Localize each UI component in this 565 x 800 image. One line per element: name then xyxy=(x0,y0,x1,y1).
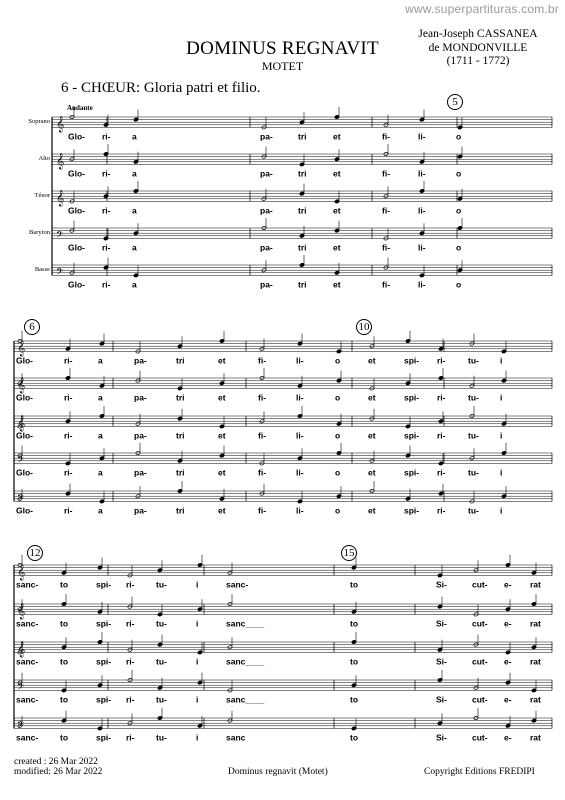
bass-clef-icon: 𝄢 xyxy=(56,266,64,280)
lyric-syllable: a xyxy=(98,505,103,516)
lyric-syllable: et xyxy=(218,467,226,478)
lyric-syllable: to xyxy=(350,656,359,667)
lyric-syllable: spi- xyxy=(96,732,112,743)
lyric-syllable: fi- xyxy=(258,392,267,403)
composer-name: Jean-Joseph CASSANEA xyxy=(418,28,538,40)
lyric-syllable: a xyxy=(132,168,137,179)
measure-number: 6 xyxy=(24,319,40,335)
lyric-syllable: tri xyxy=(298,279,307,290)
lyric-syllable: et xyxy=(368,467,376,478)
score-title: DOMINUS REGNAVIT xyxy=(186,38,379,59)
lyric-syllable: o xyxy=(456,168,462,179)
lyric-syllable: to xyxy=(60,579,69,590)
lyric-syllable: spi- xyxy=(404,430,420,441)
treble-clef-icon: 𝄞 xyxy=(17,415,26,432)
lyric-syllable: tu- xyxy=(468,430,479,441)
treble-clef-icon: 𝄞 xyxy=(56,153,65,170)
treble-clef-icon: 𝄞 xyxy=(17,641,26,658)
lyric-syllable: i xyxy=(500,505,503,516)
site-url: www.superpartituras.com.br xyxy=(405,2,559,16)
lyric-syllable: ri- xyxy=(437,355,446,366)
lyric-syllable: li- xyxy=(418,279,426,290)
lyric-syllable: ri- xyxy=(437,505,446,516)
lyric-syllable: sanc____ xyxy=(226,618,265,629)
lyric-syllable: sanc- xyxy=(226,579,249,590)
treble-clef-icon: 𝄞 xyxy=(17,564,26,581)
lyric-syllable: et xyxy=(218,430,226,441)
lyric-syllable: i xyxy=(196,732,199,743)
lyric-syllable: sanc- xyxy=(16,732,39,743)
lyric-syllable: i xyxy=(196,618,199,629)
lyric-syllable: tri xyxy=(298,168,307,179)
measure-number: 15 xyxy=(341,545,357,561)
lyric-syllable: a xyxy=(98,392,103,403)
lyric-syllable: fi- xyxy=(258,467,267,478)
treble-clef-icon: 𝄞 xyxy=(56,116,65,133)
lyric-syllable: pa- xyxy=(260,168,273,179)
lyric-syllable: pa- xyxy=(260,242,273,253)
lyric-syllable: a xyxy=(132,131,137,142)
voice-name-basse: Basse xyxy=(34,266,50,273)
lyric-syllable: pa- xyxy=(260,131,273,142)
lyric-syllable: tri xyxy=(176,467,185,478)
lyric-syllable: tu- xyxy=(156,694,167,705)
lyric-syllable: fi- xyxy=(382,168,391,179)
lyric-syllable: o xyxy=(456,205,462,216)
piece-name: Dominus regnavit (Motet) xyxy=(228,767,328,777)
lyric-syllable: et xyxy=(333,279,341,290)
lyric-syllable: et xyxy=(333,131,341,142)
lyric-syllable: Glo- xyxy=(16,392,33,403)
lyric-syllable: tri xyxy=(298,131,307,142)
lyric-syllable: to xyxy=(350,732,359,743)
lyric-syllable: Glo- xyxy=(68,205,85,216)
lyric-syllable: et xyxy=(333,168,341,179)
lyric-syllable: sanc- xyxy=(16,694,39,705)
lyric-syllable: a xyxy=(98,467,103,478)
lyric-syllable: o xyxy=(335,392,341,403)
bass-clef-icon: 𝄢 xyxy=(17,681,25,695)
modified-date: modified: 26 Mar 2022 xyxy=(14,767,103,777)
lyric-syllable: ri- xyxy=(437,392,446,403)
voice-name-baryton: Baryton xyxy=(29,229,50,236)
lyric-syllable: ri- xyxy=(437,430,446,441)
lyric-syllable: ri- xyxy=(126,732,135,743)
lyric-syllable: fi- xyxy=(258,505,267,516)
lyric-syllable: spi- xyxy=(96,618,112,629)
lyric-syllable: tri xyxy=(298,205,307,216)
lyric-syllable: o xyxy=(456,242,462,253)
lyric-syllable: sanc- xyxy=(16,656,39,667)
treble-clef-icon: 𝄞 xyxy=(17,377,26,394)
lyric-syllable: Glo- xyxy=(68,131,85,142)
lyric-syllable: tri xyxy=(176,392,185,403)
lyric-syllable: et xyxy=(368,430,376,441)
lyric-syllable: Glo- xyxy=(16,355,33,366)
lyric-syllable: tu- xyxy=(468,467,479,478)
lyric-syllable: et xyxy=(333,205,341,216)
lyric-syllable: fi- xyxy=(258,430,267,441)
lyric-syllable: to xyxy=(60,694,69,705)
lyric-syllable: sanc- xyxy=(16,618,39,629)
lyric-syllable: Glo- xyxy=(68,279,85,290)
lyric-syllable: tu- xyxy=(468,355,479,366)
lyric-syllable: sanc____ xyxy=(226,656,265,667)
lyric-syllable: li- xyxy=(296,505,304,516)
lyric-syllable: ri- xyxy=(102,205,111,216)
voice-name-alto: Alto xyxy=(38,155,50,162)
lyric-syllable: ri- xyxy=(64,467,73,478)
lyric-syllable: spi- xyxy=(404,505,420,516)
lyric-syllable: rat xyxy=(530,618,541,629)
lyric-syllable: Glo- xyxy=(16,467,33,478)
created-date: created : 26 Mar 2022 xyxy=(14,757,98,767)
lyric-syllable: Si- xyxy=(436,579,447,590)
section-heading: 6 - CHŒUR: Gloria patri et filio. xyxy=(61,80,261,96)
lyric-syllable: li- xyxy=(296,392,304,403)
lyric-syllable: i xyxy=(196,579,199,590)
lyric-syllable: ri- xyxy=(102,242,111,253)
lyric-syllable: sanc____ xyxy=(226,694,265,705)
lyric-syllable: tri xyxy=(176,505,185,516)
lyric-syllable: tu- xyxy=(156,618,167,629)
lyric-syllable: o xyxy=(456,279,462,290)
lyric-syllable: ri- xyxy=(64,355,73,366)
lyric-syllable: et xyxy=(368,505,376,516)
lyric-syllable: fi- xyxy=(382,242,391,253)
bass-clef-icon: 𝄢 xyxy=(56,229,64,243)
lyric-syllable: rat xyxy=(530,732,541,743)
composer-dates: (1711 - 1772) xyxy=(446,55,510,67)
lyric-syllable: a xyxy=(98,430,103,441)
lyric-syllable: ri- xyxy=(64,430,73,441)
lyric-syllable: ri- xyxy=(64,392,73,403)
lyric-syllable: li- xyxy=(296,430,304,441)
lyric-syllable: sanc- xyxy=(16,579,39,590)
lyric-syllable: et xyxy=(333,242,341,253)
lyric-syllable: Si- xyxy=(436,618,447,629)
lyric-syllable: rat xyxy=(530,579,541,590)
lyric-syllable: tu- xyxy=(156,579,167,590)
lyric-syllable: spi- xyxy=(404,355,420,366)
lyric-syllable: pa- xyxy=(134,392,147,403)
lyric-syllable: tu- xyxy=(468,392,479,403)
voice-name-soprano: Soprano xyxy=(28,118,50,125)
lyric-syllable: to xyxy=(350,579,359,590)
lyric-syllable: e- xyxy=(504,656,512,667)
lyric-syllable: fi- xyxy=(258,355,267,366)
lyric-syllable: spi- xyxy=(96,694,112,705)
lyric-syllable: li- xyxy=(418,242,426,253)
lyric-syllable: tri xyxy=(176,355,185,366)
lyric-syllable: i xyxy=(196,694,199,705)
lyric-syllable: e- xyxy=(504,732,512,743)
lyric-syllable: a xyxy=(132,205,137,216)
lyric-syllable: Glo- xyxy=(68,168,85,179)
lyric-syllable: fi- xyxy=(382,131,391,142)
lyric-syllable: ri- xyxy=(437,467,446,478)
lyric-syllable: et xyxy=(218,392,226,403)
lyric-syllable: Glo- xyxy=(16,430,33,441)
lyric-syllable: et xyxy=(218,355,226,366)
treble-clef-icon: 𝄞 xyxy=(56,190,65,207)
measure-number: 10 xyxy=(356,319,372,335)
lyric-syllable: pa- xyxy=(134,355,147,366)
lyric-syllable: o xyxy=(335,355,341,366)
score-subtitle: MOTET xyxy=(261,59,304,73)
lyric-syllable: fi- xyxy=(382,279,391,290)
measure-number: 5 xyxy=(447,94,463,110)
lyric-syllable: ri- xyxy=(102,131,111,142)
lyric-syllable: li- xyxy=(418,205,426,216)
lyric-syllable: to xyxy=(350,618,359,629)
tempo-marking: Andante xyxy=(67,104,93,112)
lyric-syllable: to xyxy=(350,694,359,705)
lyric-syllable: cut- xyxy=(472,579,488,590)
composer-name-2: de MONDONVILLE xyxy=(428,41,528,54)
bass-clef-icon: 𝄢 xyxy=(17,719,25,733)
lyric-syllable: Glo- xyxy=(16,505,33,516)
lyric-syllable: to xyxy=(60,618,69,629)
lyric-syllable: Si- xyxy=(436,694,447,705)
lyric-syllable: o xyxy=(335,505,341,516)
lyric-syllable: ri- xyxy=(64,505,73,516)
lyric-syllable: i xyxy=(500,467,503,478)
bass-clef-icon: 𝄢 xyxy=(17,454,25,468)
lyric-syllable: a xyxy=(132,242,137,253)
lyric-syllable: o xyxy=(456,131,462,142)
lyric-syllable: tu- xyxy=(156,732,167,743)
lyric-syllable: sanc xyxy=(226,732,246,743)
lyric-syllable: i xyxy=(500,355,503,366)
lyric-syllable: spi- xyxy=(404,467,420,478)
lyric-syllable: ri- xyxy=(126,579,135,590)
lyric-syllable: pa- xyxy=(260,205,273,216)
treble-clef-icon: 𝄞 xyxy=(17,603,26,620)
lyric-syllable: spi- xyxy=(96,656,112,667)
lyric-syllable: o xyxy=(335,467,341,478)
lyric-syllable: rat xyxy=(530,694,541,705)
lyric-syllable: i xyxy=(196,656,199,667)
lyric-syllable: o xyxy=(335,430,341,441)
measure-number: 12 xyxy=(27,545,43,561)
lyric-syllable: pa- xyxy=(260,279,273,290)
lyric-syllable: a xyxy=(132,279,137,290)
lyric-syllable: a xyxy=(98,355,103,366)
lyric-syllable: e- xyxy=(504,579,512,590)
lyric-syllable: i xyxy=(500,430,503,441)
lyric-syllable: li- xyxy=(296,355,304,366)
lyric-syllable: pa- xyxy=(134,505,147,516)
lyric-syllable: spi- xyxy=(404,392,420,403)
lyric-syllable: et xyxy=(368,392,376,403)
lyric-syllable: cut- xyxy=(472,732,488,743)
lyric-syllable: et xyxy=(368,355,376,366)
lyric-syllable: Si- xyxy=(436,656,447,667)
lyric-syllable: spi- xyxy=(96,579,112,590)
lyric-syllable: li- xyxy=(418,131,426,142)
lyric-syllable: rat xyxy=(530,656,541,667)
voice-name-tenor: Ténor xyxy=(34,192,50,199)
lyric-syllable: Si- xyxy=(436,732,447,743)
lyric-syllable: cut- xyxy=(472,618,488,629)
bass-clef-icon: 𝄢 xyxy=(17,492,25,506)
lyric-syllable: ri- xyxy=(126,694,135,705)
lyric-syllable: et xyxy=(218,505,226,516)
lyric-syllable: tri xyxy=(298,242,307,253)
lyric-syllable: ri- xyxy=(102,279,111,290)
lyric-syllable: e- xyxy=(504,694,512,705)
lyric-syllable: ri- xyxy=(126,618,135,629)
lyric-syllable: cut- xyxy=(472,656,488,667)
lyric-syllable: cut- xyxy=(472,694,488,705)
lyric-syllable: ri- xyxy=(126,656,135,667)
lyric-syllable: pa- xyxy=(134,430,147,441)
lyric-syllable: tu- xyxy=(468,505,479,516)
lyric-syllable: Glo- xyxy=(68,242,85,253)
lyric-syllable: li- xyxy=(296,467,304,478)
lyric-syllable: tri xyxy=(176,430,185,441)
lyric-syllable: i xyxy=(500,392,503,403)
treble-clef-icon: 𝄞 xyxy=(17,340,26,357)
lyric-syllable: li- xyxy=(418,168,426,179)
lyric-syllable: pa- xyxy=(134,467,147,478)
lyric-syllable: tu- xyxy=(156,656,167,667)
lyric-syllable: to xyxy=(60,732,69,743)
lyric-syllable: e- xyxy=(504,618,512,629)
lyric-syllable: fi- xyxy=(382,205,391,216)
lyric-syllable: to xyxy=(60,656,69,667)
lyric-syllable: ri- xyxy=(102,168,111,179)
copyright: Copyright Editions FREDIPI xyxy=(424,767,535,777)
